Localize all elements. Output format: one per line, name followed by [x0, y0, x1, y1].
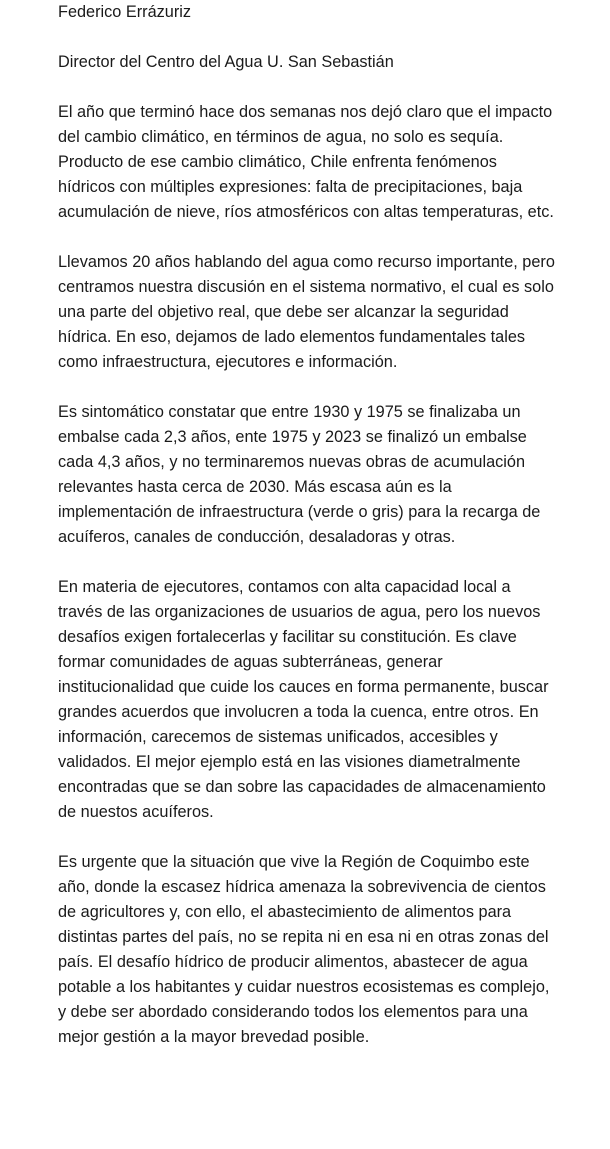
paragraph-2: Llevamos 20 años hablando del agua como recurso importante, pero centramos nuestra discusión en el sistema normativo, el cual es solo una parte del objetivo real, que debe ser alcanzar la seguridad hídrica. En eso, dejamos de lado elementos fundamentales tales como infraestructura, ejecutores e información.: [58, 253, 555, 371]
article-body: [58, 0, 558, 1050]
paragraph-4: En materia de ejecutores, contamos con alta capacidad local a través de las organizaciones de usuarios de agua, pero los nuevos desafíos exigen fortalecerlas y facilitar su constitución. Es clave formar comunidades de aguas subterráneas, generar institucionalidad que cuide los cauces en forma permanente, buscar grandes acuerdos que involucren a toda la cuenca, entre otros. En información, carecemos de sistemas unificados, accesibles y validados. El mejor ejemplo está en las visiones diametralmente encontradas que se dan sobre las capacidades de almacenamiento de nuestos acuíferos.: [58, 578, 549, 821]
paragraph-1: El año que terminó hace dos semanas nos dejó claro que el impacto del cambio climático, en términos de agua, no solo es sequía. Producto de ese cambio climático, Chile enfrenta fenómenos hídricos con múltiples expresiones: falta de precipitaciones, baja acumulación de nieve, ríos atmosféricos con altas temperaturas, etc.: [58, 103, 554, 221]
author-role: Director del Centro del Agua U. San Sebastián: [58, 53, 394, 71]
author-name: Federico Errázuriz: [58, 3, 192, 21]
paragraph-5: Es urgente que la situación que vive la Región de Coquimbo este año, donde la escasez hídrica amenaza la sobrevivencia de cientos de agricultores y, con ello, el abastecimiento de alimentos para distintas partes del país, no se repita ni en esa ni en otras zonas del país. El desafío hídrico de producir alimentos, abastecer de agua potable a los habitantes y cuidar nuestros ecosistemas es complejo, y debe ser abordado considerando todos los elementos para una mejor gestión a la mayor brevedad posible.: [58, 853, 550, 1046]
paragraph-3: Es sintomático constatar que entre 1930 y 1975 se finalizaba un embalse cada 2,3 años, ente 1975 y 2023 se finalizó un embalse cada 4,3 años, y no terminaremos nuevas obras de acumulación relevantes hasta cerca de 2030. Más escasa aún es la implementación de infraestructura (verde o gris) para la recarga de acuíferos, canales de conducción, desaladoras y otras.: [58, 403, 541, 546]
